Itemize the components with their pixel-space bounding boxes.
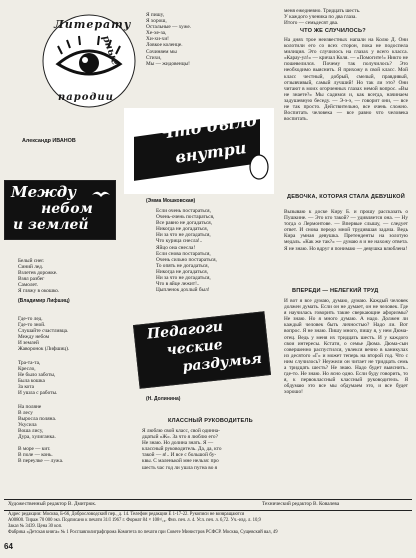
title-line1: Между (11, 183, 77, 201)
verse-line: Хе-хе-за, (146, 30, 167, 37)
poem-line: В поле — конь. (18, 452, 53, 459)
poem-line: Белый снег. (18, 258, 45, 264)
poem-line: Выросла поляна. (18, 416, 57, 423)
footer-rule (4, 510, 412, 511)
verse-line: Я пишу, (146, 12, 165, 18)
poem-line: В лесу (18, 410, 33, 417)
author-credit: (Н. Долинина) (146, 396, 181, 402)
poem-line: Где-то зной. (18, 322, 46, 329)
verse-line: Остальные — хуже. (146, 24, 191, 31)
section-heading: ВПЕРЕДИ — НЕЛЕГКИЙ ТРУД (292, 288, 379, 294)
poem-line: Очень сильно постараться, (156, 256, 217, 263)
verse-line: Мы — жидовенцы! (146, 60, 190, 67)
title-line2: небом (41, 201, 93, 217)
poem-line: То опять не догадаться, (156, 262, 209, 269)
page-number: 64 (4, 542, 13, 551)
verse-line: Стихи, (146, 54, 162, 61)
body-line: Я люблю свой класс, свой одинна- (142, 428, 220, 434)
body-line: квы. С маленькой мне нельзя: про (142, 458, 219, 465)
section-heading: ДЕВОЧКА, КОТОРАЯ СТАЛА ДЕВУШКОЙ (287, 194, 405, 200)
poem-line: Тра-та-та, (18, 360, 41, 366)
poem-line: Я гляжу в окошко. (18, 288, 60, 295)
body-line: меня ежедневно. Тридцать шесть. (284, 8, 361, 14)
poem-line: И землей (18, 340, 39, 347)
title-line1: Что было (158, 110, 258, 143)
title-line2: ческие (166, 336, 224, 359)
poem-line: Что в яйце лежит!.. (156, 281, 200, 288)
poem-line: Самолет. (18, 282, 39, 289)
egg-icon (248, 152, 270, 180)
section-heading: КЛАССНЫЙ РУКОВОДИТЕЛЬ (168, 418, 253, 424)
section-heading: ЧТО ЖЕ СЛУЧИЛОСЬ? (300, 28, 366, 34)
poem-line: На поляне (18, 404, 42, 410)
imprint-line: Заказ № 3439. Цена 30 коп. (8, 524, 63, 529)
section-body (142, 428, 276, 471)
poem-glade (18, 404, 56, 441)
body-line: классный руководитель. Да, да, кто (142, 446, 222, 453)
imprint-line: Фабрика «Детская книга» № 1 Росглавполиграфпрома Комитета по печати при Совете Министров РСФСР. Москва, Сущевский вал, 49 (8, 530, 278, 535)
imprint-line: А00800. Тираж 70 000 экз. Подписано к печати 31/I 1967 г. Формат 84 × 108¹/₁₆. Физ. печ. л. 4. Усл. печ. л. 6,72. Уч.-изд. л. 10,9 (8, 518, 261, 523)
poem-line: За кота (18, 384, 34, 391)
article-continuation (284, 8, 408, 26)
poem-line: Цыпленок дохлый был! (156, 287, 210, 294)
section-body: И вот я все думаю, думаю, думаю. Каждый человек должен думать. Если он не думает, он не человек. Где я научилась говорить такие сверкающие афоризмы? Не знаю. Но я много думаю. А надо. Должен ли каждый человек быть личностью? Надо ли. Вот вопрос. Я не знаю. Пишу много, пишу я, у нем Дюма-отец. Ведь у меня их тридцать шесть. И у каждого свои интересы. Кстати, о семье Дюма. Дюма-сын совершенно распустился, увлекся вечно в каникулах из десятого «Г» и может теперь на второй год. Что с ним случилось? Неужели он читает не тридцать семь а тридцать шесть? Не знаю. Надо будет выяснить.. где-то. Не знаю. Но ясно одно. Если буду говорить, то я, к первоклассный классный руководитель. Я обдумаю это все мы обдумаем это, и все будет хорошо! (284, 298, 408, 396)
literary-parodies-emblem (40, 12, 138, 110)
poem-line: Ни за что не догадаться, (156, 232, 211, 239)
poem-line: В море — кит. (18, 446, 51, 452)
emblem-title-line2: рные (99, 34, 121, 67)
body-line: дцатый «Ж». За что я люблю его? (142, 434, 218, 441)
poem-line: Синий лед. (18, 264, 44, 271)
poem-line: Взял разбег (18, 276, 45, 283)
verse-line: Ловкое коленце. (146, 42, 183, 49)
tech-editor: Технический редактор В. Ковалева (262, 501, 340, 507)
poem-line: Взлетев дорожке. (18, 270, 58, 277)
pedagogical-musings-title (133, 311, 271, 388)
bird-icon (91, 187, 111, 201)
poem-chair (18, 360, 57, 397)
title-line3: раздумья (181, 350, 263, 376)
poem-ice (18, 316, 69, 353)
title-line1: Педагоги (146, 318, 224, 343)
imprint-line: Адрес редакции: Москва, Б-66, Добрословодский пер., д. 14. Телефон редакции Е 1-17-22. Рукописи не возвращаются (8, 512, 245, 517)
poem-line: Яйцо она снесла! (156, 244, 196, 251)
poem-line: Между небом (18, 334, 50, 341)
intro-verse (146, 12, 191, 67)
art-editor: Художественный редактор В. Дмитрюк. (8, 501, 97, 507)
section-body: Вызываю к доске Киру Б. и прошу рассказать о Пушкине. — Это кто такой? — удивляется она. — Ну тогда о Лермонтове. — Впервые слышу, — следует ответ. И снова передо мной трудившая задача. Ведь Кира умная девушка. Претенденты на золотую медаль. «Как же так?» — думаю я и не нахожу ответа. Я не знаю. Но вдруг я понимаю — девушка влюблена! (284, 209, 408, 252)
poem-line: Очень-очень постараться, (156, 214, 215, 221)
author-name: Александр ИВАНОВ (22, 138, 76, 144)
verse-line: Сочиняем мы (146, 48, 177, 55)
emblem-title-line1: Литерату (54, 18, 132, 31)
poem-line: Не было заботы, (18, 372, 56, 379)
poem-line: Никогда не догадаться, (156, 268, 209, 275)
poem-egg (156, 208, 217, 293)
verse-line: Я хорош, (146, 18, 167, 25)
poem-line: Слушайте счастливца. (18, 328, 69, 335)
verse-line: Хи-хи-хи! (146, 36, 169, 43)
emblem-title-line3: пародии (58, 92, 114, 103)
poet-credit: (Владимир Лифшиц) (18, 298, 70, 304)
poem-line: Что курица снесла!.. (156, 238, 203, 245)
between-sky-and-earth-title (4, 180, 116, 240)
poem-snow (18, 258, 59, 295)
poem-line: Укусила (18, 422, 37, 429)
poem-line: Где-то лед. (18, 316, 43, 322)
section-body: На днях трое неизвестных напали на Колю Д. Они колотили его со всех сторон, пока не подоспела милиция. Это случилось на глазах у всего класса. «Карау-ул!» — кричал Коля. — «Помогите!» Никто не пошевелился. Почему так получилось? Это необходимо выяснить. Я прихожу в свой класс. Мой класс честный, добрый, смелый, правдивый, отзывчивый, самый лучший! Но так ли это? Они читают в моих огорченных глазах немой вопрос. «Вы не знаете?» Мы садимся и, как всегда, начинаем задушевную беседу. — Э-э-э, — говорит они, — все не так просто. Действительно, все очень сложно. Воспитать человека — все равно что человека воспитать. (284, 37, 408, 123)
poem-line: Кресло, (18, 366, 36, 373)
poem-line: Все равно не догадаться, (156, 220, 213, 227)
body-line: Итого — семьдесят два. (284, 20, 339, 27)
body-line: шесть час год ли ушла пугна во я (142, 464, 218, 471)
poem-line: Жаворонок (Лифшиц). (18, 346, 70, 353)
poem-sea (18, 446, 63, 464)
poem-line: В переулке — лужа. (18, 458, 64, 465)
footer-rule (4, 499, 412, 500)
poem-line: Дура, хулиганка. (18, 434, 56, 441)
poet-credit: (Эмма Мошковская) (146, 198, 196, 204)
body-line: такой — я!.. И все с большой бу- (142, 452, 217, 459)
poem-line: Была кошка (18, 378, 45, 385)
poem-line: Воша лису, (18, 428, 44, 435)
body-line: Не знаю. Но долина знать. Я — (142, 440, 214, 447)
poem-line: Никогда не догадаться, (156, 226, 209, 233)
title-line3: и землей (13, 217, 89, 233)
what-was-inside-title (124, 108, 274, 194)
poem-line: Если снова постараться, (156, 250, 211, 257)
body-line: У каждого ученика по два глаза. (284, 14, 357, 21)
title-line2: внутри (174, 138, 248, 167)
poem-line: Ни за что не догадаться, (156, 275, 211, 282)
poem-line: И ушла с работы. (18, 390, 58, 397)
poem-line: Если очень постараться, (156, 208, 211, 214)
